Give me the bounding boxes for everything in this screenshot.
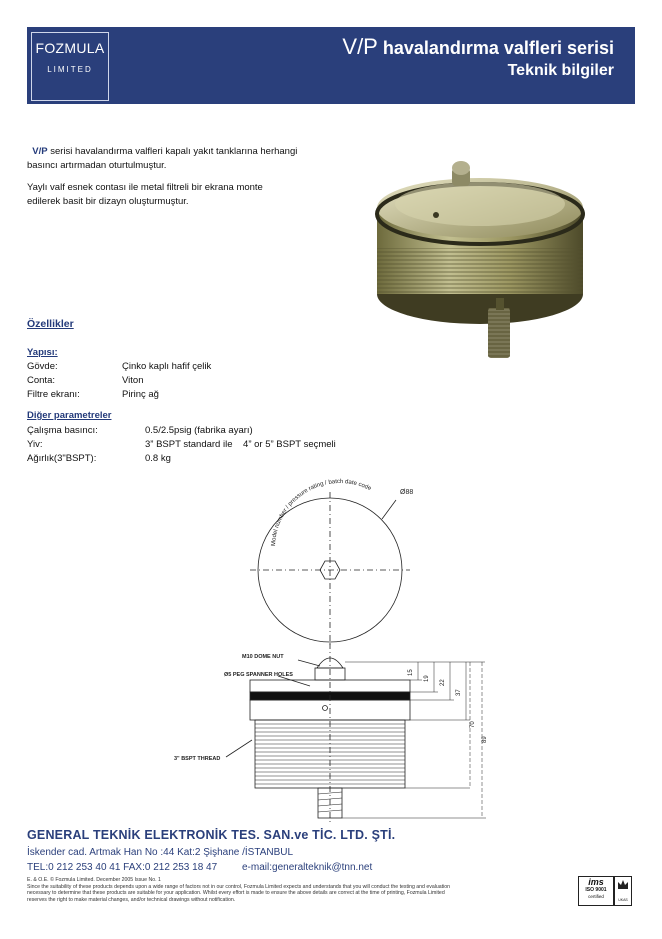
title-prefix: V/P [342,34,378,59]
dim-70: 70 [470,721,476,728]
intro-product-name: V/P [32,146,48,157]
logo-subtitle: LIMITED [47,65,93,74]
side-view [226,643,486,822]
document-subtitle: Teknik bilgiler [507,62,614,79]
logo-name: FOZMULA [35,40,105,56]
top-view [250,492,410,646]
intro-line-1: serisi havalandırma valfleri kapalı yakıt tanklarına herhangi [47,146,298,157]
dim-37: 37 [456,689,462,696]
dim-89: 89 [482,736,488,743]
cert-ims: ims [588,877,604,887]
param-label-weight: Ağırlık(3"BSPT): [27,453,97,464]
cert-ukas: UKAS [618,898,628,902]
cert-iso: ISO 9001 [585,887,607,893]
spec-label-seal: Conta: [27,375,55,386]
document-title [342,34,614,60]
other-params-heading: Diğer parametreler [27,410,112,421]
cert-certified: certified [588,894,604,899]
thread-label: 3" BSPT THREAD [174,756,221,762]
product-photo [368,158,608,370]
intro-paragraph-2 [27,181,357,209]
dim-22: 22 [440,679,446,686]
disclaimer [27,884,552,903]
company-phone-fax: TEL:0 212 253 40 41 FAX:0 212 253 18 47 [27,862,218,873]
eoe-note: E. & O.E. © Fozmula Limited. December 2005 Issue No. 1 [27,877,161,883]
spec-value-seal: Viton [122,375,144,386]
company-name: GENERAL TEKNİK ELEKTRONİK TES. SAN.ve TİC. LTD. ŞTİ. [27,828,396,842]
param-label-pressure: Çalışma basıncı: [27,425,98,436]
param-value-thread: 3” BSPT standard ile 4” or 5” BSPT seçmeli [145,439,336,450]
disclaimer-line-2: necessary to determine that these products are suitable for your application. Whilst every effort is made to ensure the above details are correct at the time of printing, Fozmula Limited [27,890,445,897]
iso-certification-badge [578,876,614,906]
intro-line-2: basıncı artırmadan oturtulmuştur. [27,160,167,171]
intro-line-3: Yaylı valf esnek contası ile metal filtreli bir ekranа monte [27,182,263,193]
param-label-thread: Yiv: [27,439,43,450]
technical-drawing [160,478,500,823]
structure-heading: Yapısı: [27,347,58,358]
face-marking-text [271,479,373,546]
title-text: havalandırma valfleri serisi [377,38,614,58]
company-address: İskender cad. Artmak Han No :44 Kat:2 Şişhane /İSTANBUL [27,847,294,858]
face-marking-path: Model number / pressure rating / batch date code [270,478,372,547]
company-email: e-mail:generalteknik@tnn.net [242,862,373,873]
spec-label-body: Gövde: [27,361,58,372]
spec-value-body: Çinko kaplı hafif çelik [122,361,212,372]
intro-paragraph-1 [27,145,357,173]
param-value-pressure: 0.5/2.5psig (fabrika ayarı) [145,425,253,436]
spec-value-filter: Pirinç ağ [122,389,159,400]
features-heading: Özellikler [27,318,74,330]
dome-nut-label: M10 DOME NUT [242,654,284,660]
spanner-holes-label: Ø5 PEG SPANNER HOLES [224,672,293,678]
dim-19: 19 [424,675,430,682]
disclaimer-line-1: Since the suitability of these products depends upon a wide range of factors not in our control, Fozmula Limited expects and understands that you will conduct the testing and evaluation [27,884,451,890]
ukas-badge [614,876,632,906]
spec-label-filter: Filtre ekranı: [27,389,80,400]
diameter-label: Ø88 [400,489,414,496]
ukas-crown-icon [616,877,630,893]
intro-line-4: edilerek basit bir dizayn oluşturmuştur. [27,196,189,207]
disclaimer-line-3: reserves the right to make material changes, and/or technical drawings without notification. [27,896,236,903]
dim-15: 15 [408,669,414,676]
param-value-weight: 0.8 kg [145,453,171,464]
